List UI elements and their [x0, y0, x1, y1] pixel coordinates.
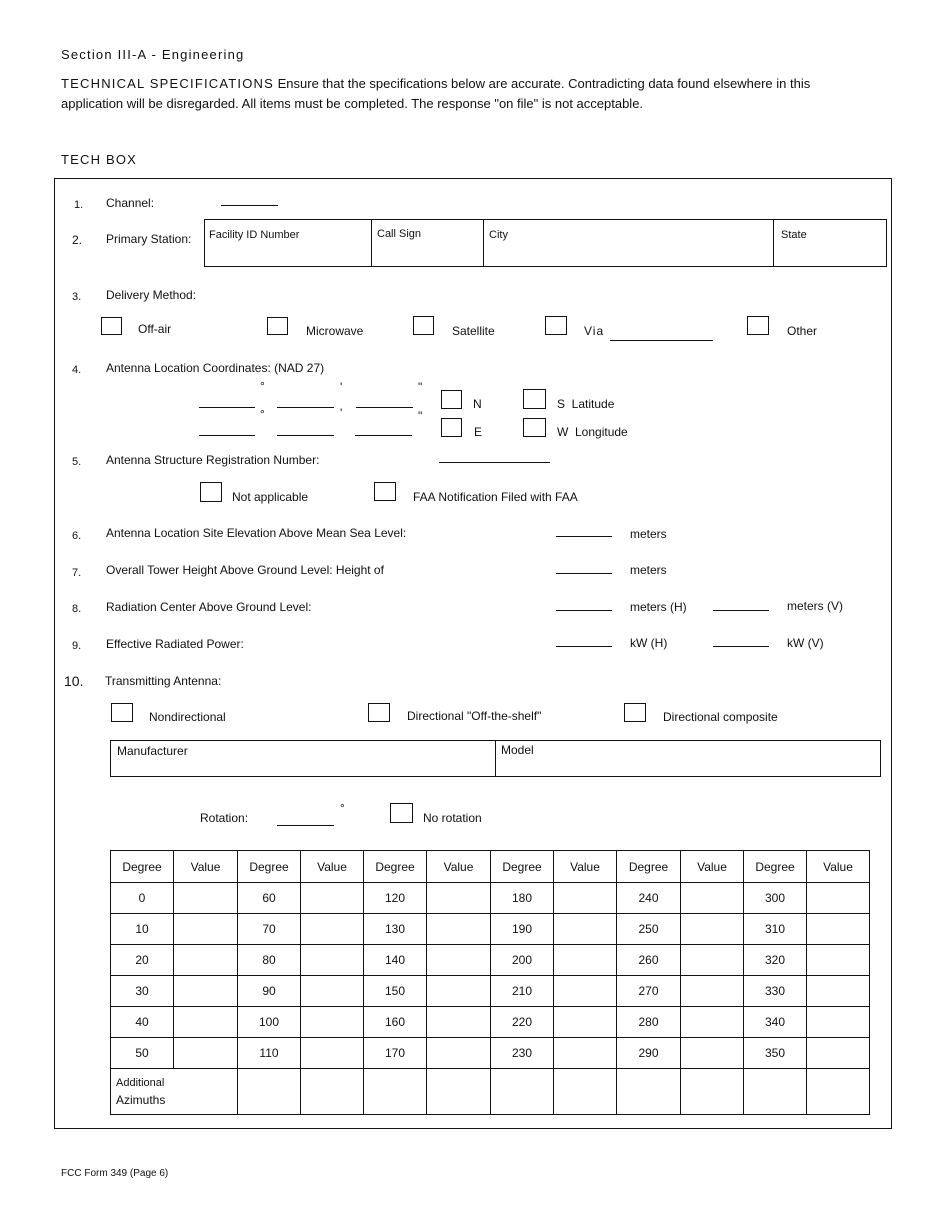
degree-cell: 320 — [744, 945, 807, 976]
satellite-label: Satellite — [452, 324, 495, 338]
south-latitude-label: S Latitude — [557, 397, 615, 411]
lat-minute-symbol: ' — [340, 380, 343, 394]
degree-cell: 70 — [238, 914, 301, 945]
value-cell[interactable] — [554, 1007, 617, 1038]
additional-azimuth-cell[interactable] — [364, 1069, 427, 1115]
antenna-coordinates-label: Antenna Location Coordinates: (NAD 27) — [106, 361, 325, 375]
lat-degrees-field[interactable] — [199, 407, 255, 408]
no-rotation-checkbox[interactable] — [390, 803, 413, 823]
north-label: N — [473, 397, 482, 411]
degree-cell: 50 — [111, 1038, 174, 1069]
item-number-9: 9. — [72, 640, 82, 652]
rotation-degree-symbol: ° — [340, 801, 345, 815]
value-cell[interactable] — [427, 976, 491, 1007]
value-cell[interactable] — [427, 945, 491, 976]
value-cell[interactable] — [427, 914, 491, 945]
nondirectional-checkbox[interactable] — [111, 703, 133, 722]
microwave-label: Microwave — [306, 324, 364, 338]
model-field[interactable] — [495, 740, 881, 777]
degree-header: Degree — [491, 851, 554, 883]
site-elevation-unit: meters — [630, 527, 667, 541]
call-sign-field[interactable] — [371, 219, 484, 267]
degree-cell: 300 — [744, 883, 807, 914]
value-cell[interactable] — [807, 914, 870, 945]
lon-second-symbol: " — [418, 409, 423, 423]
east-checkbox[interactable] — [441, 418, 462, 437]
degree-cell: 140 — [364, 945, 427, 976]
tech-spec-label: TECHNICAL SPECIFICATIONS — [61, 76, 274, 91]
additional-azimuth-cell[interactable] — [238, 1069, 301, 1115]
table-row — [111, 914, 870, 945]
east-label: E — [474, 425, 483, 439]
section-title: Section III-A - Engineering — [61, 47, 245, 62]
radiation-center-h-field[interactable] — [556, 610, 612, 611]
degree-header: Degree — [617, 851, 681, 883]
directional-composite-label: Directional composite — [663, 710, 778, 724]
form-footer: FCC Form 349 (Page 6) — [61, 1168, 169, 1179]
degree-cell: 290 — [617, 1038, 681, 1069]
degree-cell: 200 — [491, 945, 554, 976]
manufacturer-label: Manufacturer — [117, 744, 188, 758]
degree-cell: 110 — [238, 1038, 301, 1069]
additional-azimuth-cell[interactable] — [807, 1069, 870, 1115]
value-cell[interactable] — [554, 914, 617, 945]
degree-cell: 280 — [617, 1007, 681, 1038]
item-number-4: 4. — [72, 364, 82, 376]
call-sign-label: Call Sign — [377, 228, 422, 240]
degree-cell: 340 — [744, 1007, 807, 1038]
lat-seconds-field[interactable] — [356, 407, 413, 408]
value-cell[interactable] — [427, 1038, 491, 1069]
value-cell[interactable] — [174, 1007, 238, 1038]
value-cell[interactable] — [174, 883, 238, 914]
value-cell[interactable] — [554, 945, 617, 976]
via-label: Via — [584, 324, 605, 338]
north-checkbox[interactable] — [441, 390, 462, 409]
facility-id-field[interactable] — [204, 219, 372, 267]
additional-azimuth-cell[interactable] — [427, 1069, 491, 1115]
degree-cell: 20 — [111, 945, 174, 976]
lon-minutes-field[interactable] — [277, 435, 334, 436]
channel-field[interactable] — [221, 205, 278, 206]
no-rotation-label: No rotation — [423, 811, 482, 825]
degree-cell: 130 — [364, 914, 427, 945]
value-cell[interactable] — [427, 883, 491, 914]
value-cell[interactable] — [554, 976, 617, 1007]
south-checkbox[interactable] — [523, 389, 546, 409]
tx-antenna-label: Transmitting Antenna: — [105, 674, 222, 688]
value-cell[interactable] — [174, 976, 238, 1007]
erp-label: Effective Radiated Power: — [106, 637, 244, 651]
state-field[interactable] — [773, 219, 887, 267]
degree-cell: 310 — [744, 914, 807, 945]
value-cell[interactable] — [301, 1038, 364, 1069]
other-checkbox[interactable] — [747, 316, 769, 335]
item-number-10: 10. — [64, 673, 84, 689]
site-elevation-label: Antenna Location Site Elevation Above Mean Sea Level: — [106, 526, 407, 540]
site-elevation-field[interactable] — [556, 536, 612, 537]
lat-degree-symbol: ° — [260, 379, 265, 393]
degree-cell: 170 — [364, 1038, 427, 1069]
directional-composite-checkbox[interactable] — [624, 703, 646, 722]
additional-azimuth-cell[interactable] — [554, 1069, 617, 1115]
additional-azimuth-cell[interactable] — [617, 1069, 681, 1115]
table-row — [111, 883, 870, 914]
item-number-8: 8. — [72, 603, 82, 615]
value-cell[interactable] — [174, 1038, 238, 1069]
additional-azimuth-cell[interactable] — [491, 1069, 554, 1115]
item-number-3: 3. — [72, 291, 82, 303]
value-cell[interactable] — [301, 883, 364, 914]
degree-cell: 210 — [491, 976, 554, 1007]
value-header: Value — [174, 851, 238, 883]
azimuth-table — [110, 850, 870, 1115]
satellite-checkbox[interactable] — [413, 316, 434, 335]
additional-azimuth-cell[interactable] — [681, 1069, 744, 1115]
value-cell[interactable] — [681, 883, 744, 914]
degree-cell: 80 — [238, 945, 301, 976]
west-checkbox[interactable] — [523, 418, 546, 437]
radiation-center-h-unit: meters (H) — [630, 600, 687, 614]
via-field[interactable] — [610, 340, 713, 341]
tech-box-label: TECH BOX — [61, 152, 138, 167]
item-number-1: 1. — [74, 199, 84, 211]
table-header-row — [111, 851, 870, 883]
degree-cell: 240 — [617, 883, 681, 914]
table-row — [111, 945, 870, 976]
additional-azimuths-label — [111, 1069, 238, 1115]
additional-azimuths-row — [111, 1069, 870, 1115]
other-label: Other — [787, 324, 818, 338]
tech-spec-text-1: Ensure that the specifications below are accurate. Contradicting data found elsewhere in this — [277, 76, 811, 91]
not-applicable-checkbox[interactable] — [200, 482, 222, 502]
additional-azimuth-cell[interactable] — [744, 1069, 807, 1115]
off-air-checkbox[interactable] — [101, 317, 122, 335]
asrn-field[interactable] — [439, 462, 550, 463]
primary-station-label: Primary Station: — [106, 232, 192, 246]
value-cell[interactable] — [681, 1007, 744, 1038]
value-cell[interactable] — [427, 1007, 491, 1038]
degree-cell: 0 — [111, 883, 174, 914]
radiation-center-v-unit: meters (V) — [787, 599, 844, 613]
value-cell[interactable] — [681, 976, 744, 1007]
directional-shelf-checkbox[interactable] — [368, 703, 390, 722]
degree-cell: 220 — [491, 1007, 554, 1038]
degree-cell: 120 — [364, 883, 427, 914]
value-cell[interactable] — [301, 976, 364, 1007]
degree-cell: 150 — [364, 976, 427, 1007]
model-label: Model — [501, 743, 534, 757]
value-cell[interactable] — [554, 883, 617, 914]
tech-spec-line-1 — [61, 76, 810, 91]
radiation-center-label: Radiation Center Above Ground Level: — [106, 600, 312, 614]
degree-header: Degree — [744, 851, 807, 883]
value-cell[interactable] — [174, 914, 238, 945]
asrn-label: Antenna Structure Registration Number: — [106, 453, 320, 467]
off-air-label: Off-air — [138, 322, 172, 336]
value-header: Value — [427, 851, 491, 883]
erp-h-field[interactable] — [556, 646, 612, 647]
value-cell[interactable] — [807, 976, 870, 1007]
lat-minutes-field[interactable] — [277, 407, 334, 408]
table-row — [111, 1007, 870, 1038]
value-cell[interactable] — [807, 883, 870, 914]
degree-header: Degree — [364, 851, 427, 883]
value-cell[interactable] — [301, 1007, 364, 1038]
city-label: City — [489, 229, 508, 241]
tower-height-unit: meters — [630, 563, 667, 577]
degree-cell: 330 — [744, 976, 807, 1007]
west-longitude-label: W Longitude — [557, 425, 628, 439]
microwave-checkbox[interactable] — [267, 317, 288, 335]
additional-azimuth-cell[interactable] — [301, 1069, 364, 1115]
degree-cell: 90 — [238, 976, 301, 1007]
value-cell[interactable] — [681, 945, 744, 976]
faa-label: FAA Notification Filed with FAA — [413, 490, 578, 504]
not-applicable-label: Not applicable — [232, 490, 309, 504]
degree-cell: 160 — [364, 1007, 427, 1038]
item-number-6: 6. — [72, 530, 82, 542]
radiation-center-v-field[interactable] — [713, 610, 769, 611]
value-cell[interactable] — [554, 1038, 617, 1069]
degree-cell: 350 — [744, 1038, 807, 1069]
value-cell[interactable] — [301, 945, 364, 976]
degree-header: Degree — [238, 851, 301, 883]
value-cell[interactable] — [301, 914, 364, 945]
erp-v-unit: kW (V) — [787, 636, 824, 650]
value-cell[interactable] — [807, 1038, 870, 1069]
erp-v-field[interactable] — [713, 646, 769, 647]
value-cell[interactable] — [807, 945, 870, 976]
item-number-7: 7. — [72, 567, 82, 579]
state-label: State — [781, 229, 807, 241]
tower-height-label: Overall Tower Height Above Ground Level: Height of — [106, 563, 384, 577]
channel-label: Channel: — [106, 196, 155, 210]
manufacturer-field[interactable] — [110, 740, 496, 777]
delivery-method-label: Delivery Method: — [106, 288, 197, 302]
degree-header: Degree — [111, 851, 174, 883]
via-checkbox[interactable] — [545, 316, 567, 335]
lon-degrees-field[interactable] — [199, 435, 255, 436]
value-header: Value — [301, 851, 364, 883]
nondirectional-label: Nondirectional — [149, 710, 226, 724]
lon-minute-symbol: ' — [340, 406, 343, 420]
degree-cell: 230 — [491, 1038, 554, 1069]
degree-cell: 260 — [617, 945, 681, 976]
table-row — [111, 1038, 870, 1069]
erp-h-unit: kW (H) — [630, 636, 668, 650]
value-header: Value — [681, 851, 744, 883]
value-cell[interactable] — [807, 1007, 870, 1038]
item-number-2: 2. — [72, 233, 83, 247]
value-cell[interactable] — [681, 914, 744, 945]
facility-id-label: Facility ID Number — [209, 229, 300, 241]
lat-second-symbol: " — [418, 380, 423, 394]
tower-height-field[interactable] — [556, 573, 612, 574]
lon-degree-symbol: ° — [260, 407, 265, 421]
degree-cell: 40 — [111, 1007, 174, 1038]
value-cell[interactable] — [174, 945, 238, 976]
tech-spec-text-2: application will be disregarded. All items must be completed. The response "on file" is not acceptable. — [61, 96, 644, 111]
degree-cell: 180 — [491, 883, 554, 914]
additional-label-line-2: Azimuths — [116, 1092, 166, 1107]
faa-checkbox[interactable] — [374, 482, 396, 501]
degree-cell: 100 — [238, 1007, 301, 1038]
value-header: Value — [554, 851, 617, 883]
city-field[interactable] — [483, 219, 774, 267]
value-cell[interactable] — [681, 1038, 744, 1069]
table-row — [111, 976, 870, 1007]
item-number-5: 5. — [72, 456, 82, 468]
degree-cell: 10 — [111, 914, 174, 945]
lon-seconds-field[interactable] — [355, 435, 412, 436]
rotation-field[interactable] — [277, 825, 334, 826]
additional-label-line-1: Additional — [116, 1076, 165, 1089]
value-header: Value — [807, 851, 870, 883]
rotation-label: Rotation: — [200, 811, 249, 825]
degree-cell: 190 — [491, 914, 554, 945]
degree-cell: 270 — [617, 976, 681, 1007]
directional-shelf-label: Directional "Off-the-shelf" — [407, 709, 542, 723]
degree-cell: 250 — [617, 914, 681, 945]
degree-cell: 30 — [111, 976, 174, 1007]
degree-cell: 60 — [238, 883, 301, 914]
